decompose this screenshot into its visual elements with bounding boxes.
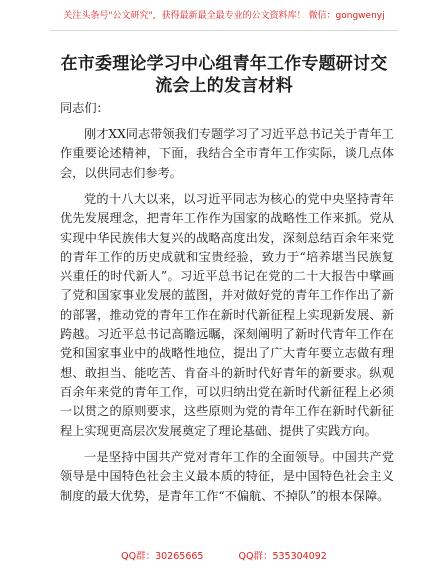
header-promo-note: 关注头条号"公文研究"，获得最新最全最专业的公文资料库！ 微信：gongwenyj — [63, 11, 385, 21]
paragraph-point-one: 一是坚持中国共产党对青年工作的全面领导。中国共产党领导是中国特色社会主义最本质的特征，是中国特色社会主义制度的最大优势，是青年工作“不偏航、不掉队”的根本保障。 — [60, 450, 394, 503]
footer-qq-group-2: QQ群：535304092 — [238, 551, 327, 562]
footer-qq-group-1: QQ群：30265665 — [121, 551, 204, 562]
document-title: 在市委理论学习中心组青年工作专题研讨交流会上的发言材料 — [60, 54, 388, 96]
paragraph-main: 党的十八大以来，以习近平同志为核心的党中央坚持青年优先发展理念，把青年工作作为国家的战略性工作来抓。党从实现中华民族伟大复兴的战略高度出发，深刻总结百余年来党的青年工作的历史成就和宝贵经验，致力于“培养堪当民族复兴重任的时代新人”。习近平总书记在党的二十大报告中擘画了党和国家事业发展的蓝图，并对做好党的青年工作作出了新的部署，推动党的青年工作在新时代新征程上实现新发展、新跨越。习近平总书记高瞻远瞩，深刻阐明了新时代青年工作在党和国家事业中的战略性地位，提出了广大青年要立志做有理想、敢担当、能吃苦、肯奋斗的新时代好青年的新要求。纵观百余年来党的青年工作，可以归纳出党在新时代新征程上必须一以贯之的原则要求，这些原则为党的青年工作在新时代新征程上实现更高层次发展奠定了理论基础、提供了实践方向。 — [60, 192, 394, 438]
footer-contact — [0, 551, 448, 563]
greeting: 同志们： — [60, 101, 109, 115]
paragraph-intro: 刚才XX同志带领我们专题学习了习近平总书记关于青年工作重要论述精神，下面，我结合全市青年工作实际，谈几点体会，以供同志们参考。 — [60, 127, 394, 180]
header-divider — [50, 30, 398, 31]
